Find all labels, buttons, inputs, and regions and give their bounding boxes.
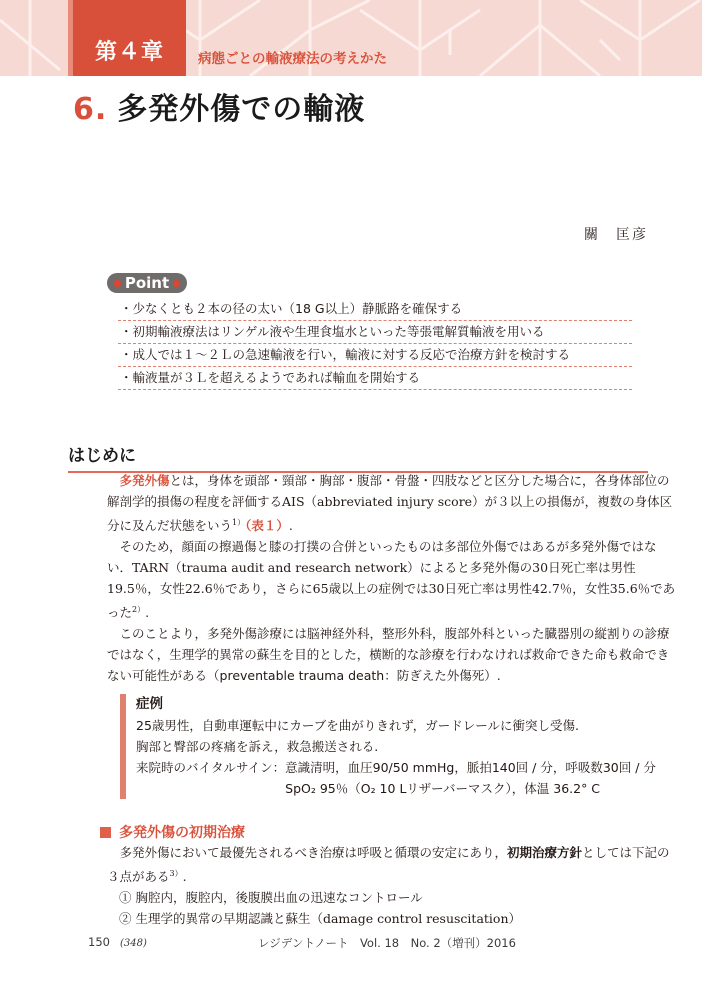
point-list: [118, 298, 632, 390]
case-title: 症例: [136, 696, 163, 712]
author: 關 匡彦: [584, 227, 648, 243]
point-item: ・輸液量が３Ｌを超えるようであれば輸血を開始する: [118, 367, 632, 390]
chapter-label: 第４章: [94, 40, 164, 65]
reference-mark: 2）: [132, 605, 146, 615]
title-number: 6.: [73, 92, 108, 127]
page-number-paren: (348): [119, 938, 147, 949]
paragraph: そのため，顔面の擦過傷と膝の打撲の合併といったものは多部位外傷ではあるが多発外傷ではない．TARN（trauma audit and research network）によると多発外傷の30日死亡率は男性19.5％，女性22.6％であり，さらに65歳以上の症例では30日死亡率は男性42.7％，女性35.6％であった$^{2)}$.: [107, 539, 676, 621]
list-item: ① 胸腔内，腹腔内，後腹膜出血の迅速なコントロール: [119, 890, 423, 906]
chapter-box: [68, 0, 186, 76]
paragraph: このことより，多発外傷診療には脳神経外科，整形外科，腹部外科といった臓器別の縦割りの診療ではなく，生理学的異常の蘇生を目的とした，横断的な診療を行わなければ救命できた命も救命できない可能性がある（preventable trauma death：防ぎえた外傷死）.: [107, 626, 670, 684]
list-item: ② 生理学的異常の早期認識と蘇生（damage control resuscitation）: [119, 911, 522, 927]
page-number: 150: [88, 935, 110, 949]
bullet-dot-icon: [173, 280, 180, 287]
term-highlight: 多発外傷: [119, 473, 170, 488]
reference-mark: 3）: [169, 869, 183, 878]
emphasis-text: （preventable trauma death：防ぎえた外傷死）: [207, 668, 497, 684]
page-footer: [88, 935, 538, 949]
vitals-value: 意識清明，血圧90/50 mmHg，脈拍140回 / 分，呼吸数30回 / 分: [285, 760, 656, 775]
point-item: ・初期輸液療法はリンゲル液や生理食塩水といった等張電解質輸液を用いる: [118, 321, 632, 344]
case-box: [120, 694, 676, 799]
point-item: ・少なくとも２本の径の太い（18 G以上）静脈路を確保する: [118, 298, 632, 321]
vitals-row: [136, 757, 676, 799]
subsection-heading: 多発外傷の初期治療: [100, 822, 245, 842]
point-item: ・成人では１〜２Ｌの急速輸液を行い，輸液に対する反応で治療方針を検討する: [118, 344, 632, 367]
title-text: 多発外傷での輸液: [117, 92, 366, 127]
square-bullet-icon: [100, 827, 111, 838]
point-badge: [107, 273, 187, 293]
case-line: 胸部と臀部の疼痛を訴え，救急搬送される.: [136, 739, 379, 754]
vitals-label: 来院時のバイタルサイン：: [136, 760, 286, 775]
page-title: [73, 84, 365, 128]
case-line: 25歳男性，自動車運転中にカーブを曲がりきれず，ガードレールに衝突し受傷.: [136, 718, 580, 733]
intro-body: [107, 470, 679, 686]
reference-mark: 1）: [232, 518, 246, 527]
section-heading-intro: はじめに: [68, 441, 648, 473]
bullet-dot-icon: [114, 280, 121, 287]
journal-info: レジデントノート Vol. 18 No. 2（増刊）2016: [258, 936, 516, 950]
point-badge-label: Point: [124, 274, 170, 292]
paragraph: 多発外傷とは，身体を頭部・頸部・胸部・腹部・骨盤・四肢などと区分した場合に，各身体部位の解剖学的損傷の程度を評価するAIS（abbreviated injury score）が３以上の損傷が，複数の身体区分に及んだ状態をいう$^{1)}$（表１）.: [107, 473, 673, 534]
table-reference-link[interactable]: （表１）: [245, 518, 289, 534]
initial-treatment-body: [107, 842, 679, 929]
chapter-subtitle: 病態ごとの輸液療法の考えかた: [198, 51, 387, 67]
paragraph: 多発外傷において最優先されるべき治療は呼吸と循環の安定にあり，初期治療方針としては下記の３点がある$^{3)}$.: [107, 845, 670, 885]
vitals-value: SpO₂ 95％（O₂ 10 Lリザーバーマスク），体温 36.2° C: [285, 781, 601, 796]
chapter-header-band: [0, 0, 702, 76]
